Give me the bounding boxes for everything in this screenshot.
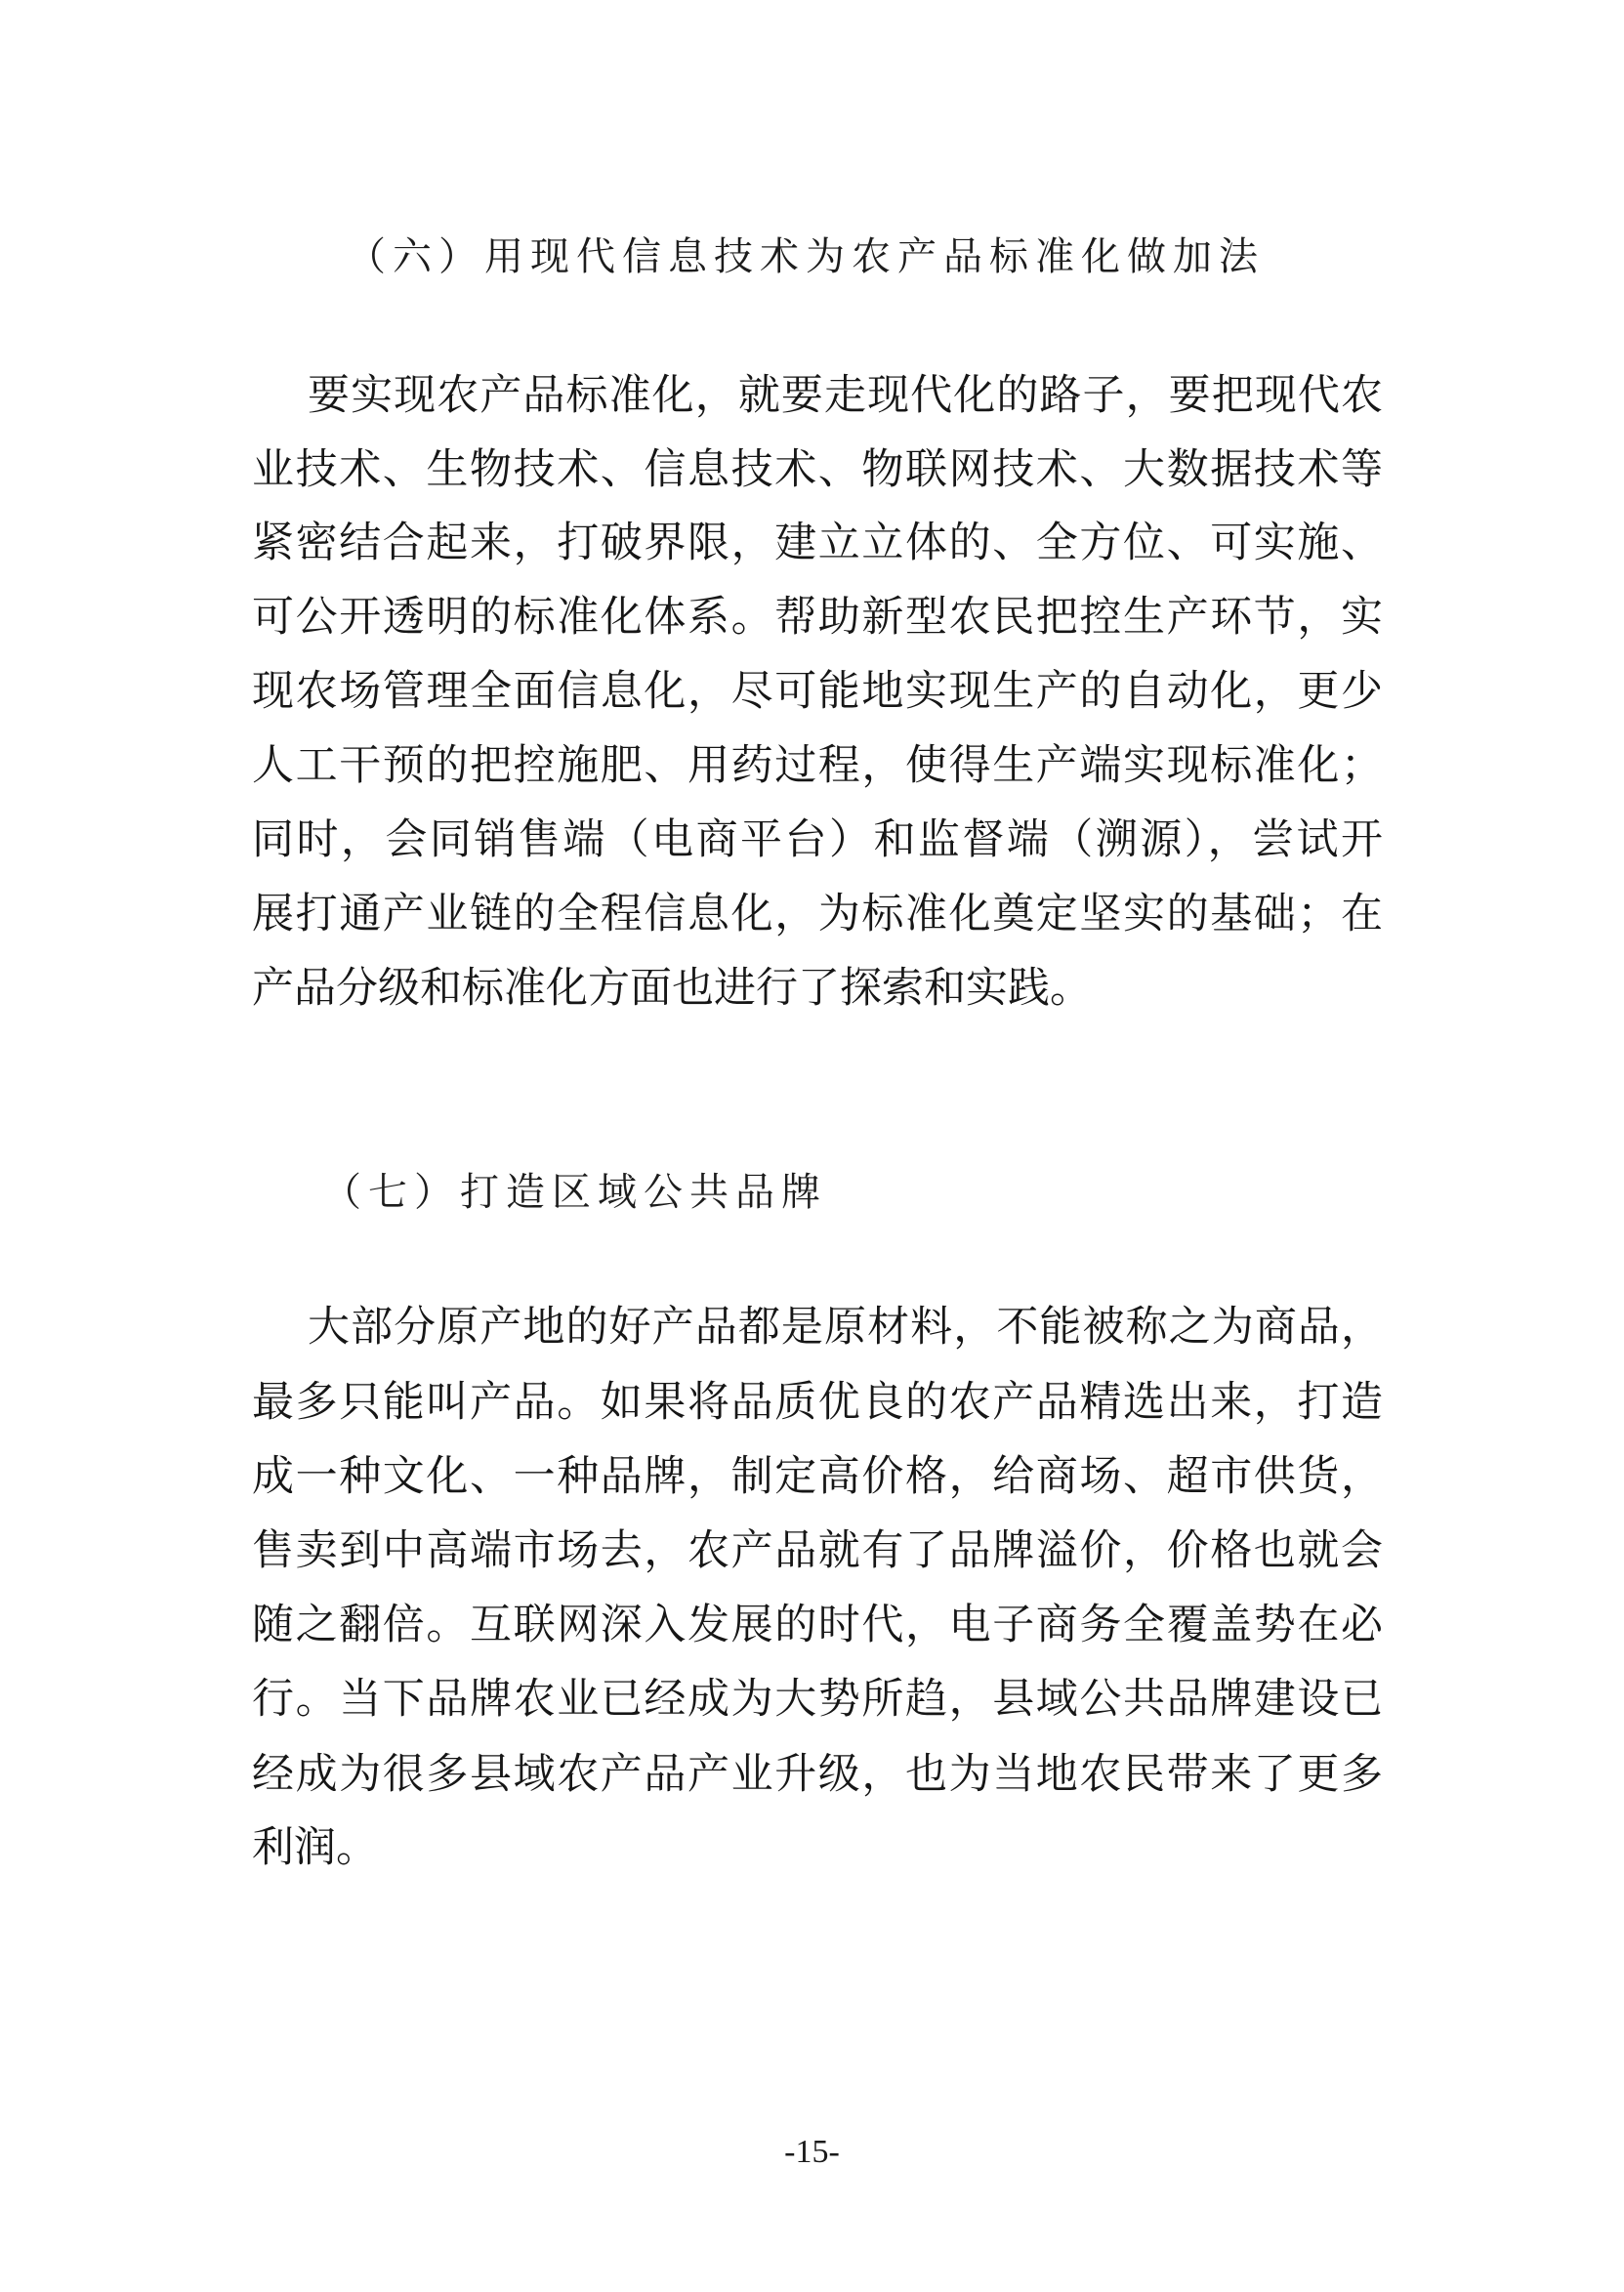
paragraph-line: 紧密结合起来，打破界限，建立立体的、全方位、可实施、 [252, 519, 1383, 567]
section-heading-6: （六）用现代信息技术为农产品标准化做加法 [347, 234, 1265, 279]
paragraph-line: 要实现农产品标准化，就要走现代化的路子，要把现代农 [308, 371, 1383, 420]
paragraph-line: 人工干预的把控施肥、用药过程，使得生产端实现标准化； [252, 741, 1383, 790]
paragraph-line: 成一种文化、一种品牌，制定高价格，给商场、超市供货， [252, 1452, 1383, 1501]
paragraph-line: 行。当下品牌农业已经成为大势所趋，县域公共品牌建设已 [252, 1675, 1383, 1724]
paragraph-line: 现农场管理全面信息化，尽可能地实现生产的自动化，更少 [252, 667, 1383, 716]
page-number: -15- [784, 2134, 840, 2170]
section-heading-7: （七）打造区域公共品牌 [322, 1170, 827, 1215]
paragraph-line: 产品分级和标准化方面也进行了探索和实践。 [252, 964, 1092, 1013]
paragraph-line: 利润。 [252, 1823, 378, 1872]
paragraph-line: 可公开透明的标准化体系。帮助新型农民把控生产环节，实 [252, 593, 1383, 642]
paragraph-line: 最多只能叫产品。如果将品质优良的农产品精选出来，打造 [252, 1378, 1383, 1427]
paragraph-line: 同时，会同销售端（电商平台）和监督端（溯源），尝试开 [252, 815, 1383, 864]
paragraph-line: 业技术、生物技术、信息技术、物联网技术、大数据技术等 [252, 445, 1383, 494]
paragraph-line: 经成为很多县域农产品产业升级，也为当地农民带来了更多 [252, 1750, 1383, 1799]
paragraph-line: 展打通产业链的全程信息化，为标准化奠定坚实的基础；在 [252, 890, 1383, 938]
paragraph-line: 随之翻倍。互联网深入发展的时代，电子商务全覆盖势在必 [252, 1601, 1383, 1649]
paragraph-line: 售卖到中高端市场去，农产品就有了品牌溢价，价格也就会 [252, 1526, 1383, 1575]
paragraph-line: 大部分原产地的好产品都是原材料，不能被称之为商品， [308, 1303, 1383, 1352]
